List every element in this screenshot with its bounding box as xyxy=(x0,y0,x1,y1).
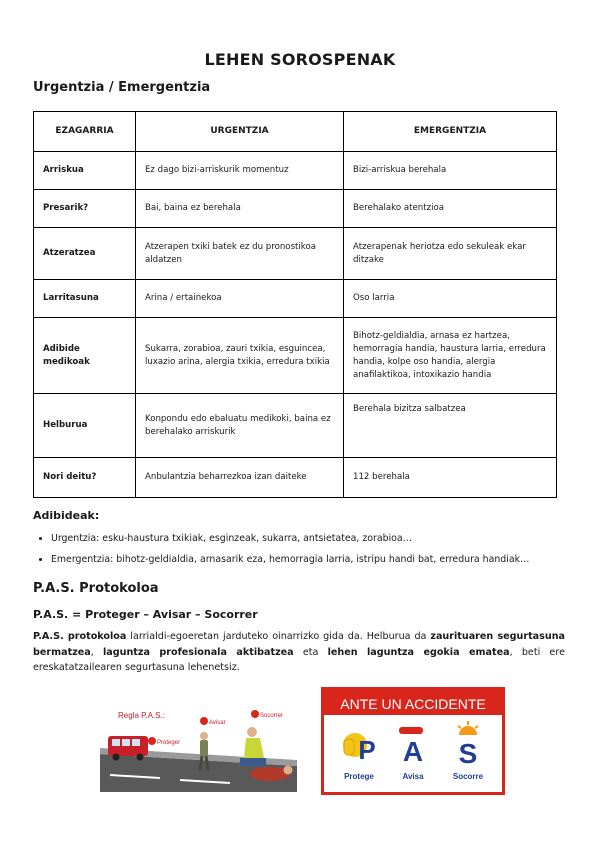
body-text: , beti ere ereskatatzailearen segurtasuna lehenetsiz. xyxy=(33,646,565,673)
page-title: LEHEN SOROSPENAK xyxy=(204,50,396,69)
row-key: Larritasuna xyxy=(34,280,136,318)
urgentzia-cell: Konpondu edo ebaluatu medikoki, baina ez berehalako arriskurik xyxy=(136,394,344,458)
body-text: , xyxy=(90,646,103,658)
examples-heading: Adibideak: xyxy=(33,509,100,522)
socorrer-label: Socorrer xyxy=(260,713,284,719)
row-key: Nori deitu? xyxy=(34,458,136,498)
urgentzia-cell: Atzerapen txiki batek ez du pronostikoa aldatzen xyxy=(136,228,344,280)
table-row xyxy=(34,458,557,498)
sign-title: ANTE UN ACCIDENTE xyxy=(340,696,486,712)
column-header: EMERGENTZIA xyxy=(344,112,557,152)
rule-title: Regla P.A.S.: xyxy=(118,711,165,720)
column-header: URGENTZIA xyxy=(136,112,344,152)
row-key: Atzeratzea xyxy=(34,228,136,280)
pas-subheading: P.A.S. = Proteger – Avisar – Socorrer xyxy=(33,608,258,621)
avisa-icon xyxy=(399,727,423,767)
table-row xyxy=(34,280,557,318)
pas-heading: P.A.S. Protokoloa xyxy=(33,581,159,596)
pas-paragraph xyxy=(33,629,565,676)
avisar-label: Avisar xyxy=(209,720,226,726)
urgentzia-cell: Ez dago bizi-arriskurik momentuz xyxy=(136,152,344,190)
accident-sign-illustration xyxy=(321,687,505,795)
bold-text: lehen laguntza egokia ematea xyxy=(327,646,510,658)
examples-list xyxy=(33,528,600,570)
protege-label: Protege xyxy=(344,772,374,781)
bold-text: laguntza profesionala aktibatzea xyxy=(102,646,294,658)
section-subtitle: Urgentzia / Emergentzia xyxy=(33,80,211,95)
bold-text: zaurituaren segurtasuna bermatzea xyxy=(33,631,566,658)
row-key: Helburua xyxy=(34,394,136,458)
avisa-label: Avisa xyxy=(402,772,424,781)
body-text: larrialdi-egoeretan jarduteko oinarrizko gida da. Helburua da xyxy=(126,631,431,642)
emergentzia-cell: Bihotz-geldialdia, arnasa ez hartzea, hemorragia handia, haustura larria, erredura handia, kolpe oso handia, alergia anafilaktikoa, intoxikazio handia xyxy=(344,318,557,394)
list-item: • Emergentzia: bihotz-geldialdia, arnasarik eza, hemorragia larria, istripu handi bat, erredura handiak… xyxy=(51,549,600,570)
pas-rule-illustration xyxy=(100,696,297,792)
table-row xyxy=(34,190,557,228)
letter-a: A xyxy=(402,736,424,767)
table-row xyxy=(34,228,557,280)
body-text: eta xyxy=(293,646,328,658)
column-header: EZAGARRIA xyxy=(34,112,136,152)
row-key: Adibide medikoak xyxy=(34,318,136,394)
proteger-label: Proteger xyxy=(157,740,181,746)
letter-s: S xyxy=(458,738,478,769)
bold-text: P.A.S. protokoloa xyxy=(33,631,127,642)
emergentzia-cell: Atzerapenak heriotza edo sekuleak ekar ditzake xyxy=(344,228,557,280)
row-key: Presarik? xyxy=(34,190,136,228)
row-key: Arriskua xyxy=(34,152,136,190)
emergentzia-cell: Berehalako atentzioa xyxy=(344,190,557,228)
urgentzia-cell: Arina / ertainekoa xyxy=(136,280,344,318)
comparison-table xyxy=(33,111,557,498)
emergentzia-cell: 112 berehala xyxy=(344,458,557,498)
urgentzia-cell: Bai, baina ez berehala xyxy=(136,190,344,228)
urgentzia-cell: Anbulantzia beharrezkoa izan daiteke xyxy=(136,458,344,498)
urgentzia-cell: Sukarra, zorabioa, zauri txikia, esguincea, luxazio arina, alergia txikia, erredura txikia xyxy=(136,318,344,394)
table-header-row xyxy=(34,112,557,152)
emergentzia-cell: Oso larria xyxy=(344,280,557,318)
emergentzia-cell: Bizi-arriskua berehala xyxy=(344,152,557,190)
table-row xyxy=(34,394,557,458)
letter-p: P xyxy=(358,735,376,765)
list-item: • Urgentzia: esku-haustura txikiak, esginzeak, sukarra, antsietatea, zorabioa… xyxy=(51,528,600,549)
table-row xyxy=(34,318,557,394)
table-row xyxy=(34,152,557,190)
socorre-label: Socorre xyxy=(452,772,484,781)
emergentzia-cell: Berehala bizitza salbatzea xyxy=(344,394,557,458)
